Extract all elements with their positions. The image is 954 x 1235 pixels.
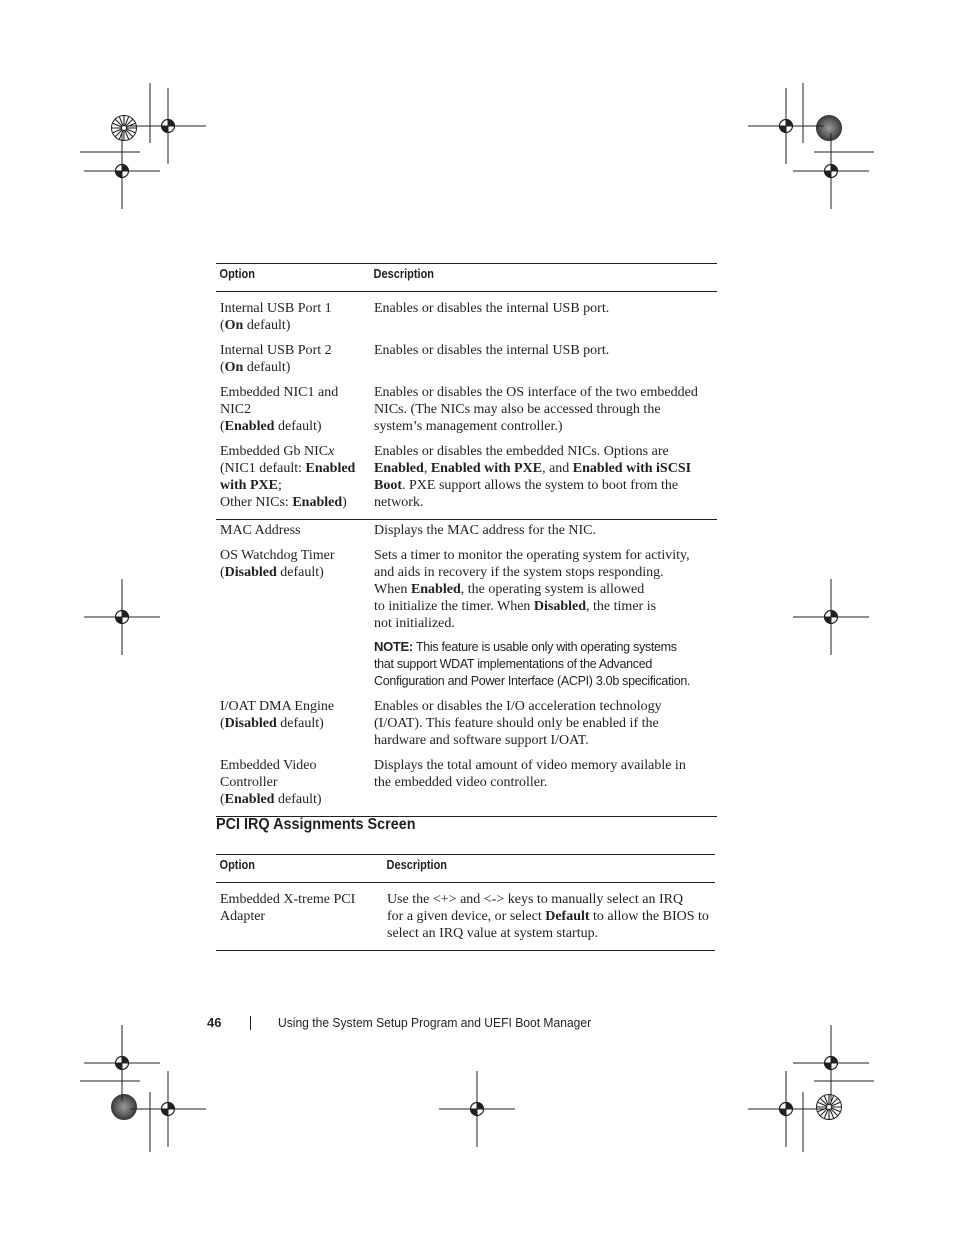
footer-chapter-title: Using the System Setup Program and UEFI Boot Manager: [278, 1015, 592, 1030]
footer-divider: [250, 1016, 251, 1030]
description-cell: Displays the MAC address for the NIC.: [370, 520, 717, 548]
option-cell: Embedded Video Controller (Enabled default): [220, 758, 322, 807]
description-cell: Displays the total amount of video memory available in the embedded video controller.: [374, 758, 686, 790]
description-cell: Sets a timer to monitor the operating system for activity, and aids in recovery if the system stops responding. When Enabled, the operating system is allowed to initialize the timer. When Disabled, the timer is not initialized. NOTE: This feature is usable only with operating systems that support WDAT implementations of the Advanced Configuration and Power Interface (ACPI) 3.0b specification.: [370, 547, 717, 698]
options-table: [216, 263, 717, 817]
table-row: [216, 883, 715, 951]
note-label: NOTE:: [374, 639, 413, 654]
pci-irq-table: [216, 854, 715, 951]
table-row: [216, 342, 717, 384]
table-row: [216, 520, 717, 548]
option-cell: Internal USB Port 2 (On default): [220, 343, 332, 375]
table-header-row: [216, 264, 717, 292]
page-number: 46: [207, 1015, 222, 1030]
description-cell: Enables or disables the OS interface of the two embedded NICs. (The NICs may also be accessed through the system’s management controller.): [374, 385, 698, 434]
option-cell: Internal USB Port 1 (On default): [220, 301, 332, 333]
table-row: [216, 292, 717, 343]
description-cell: Use the <+> and <-> keys to manually select an IRQ for a given device, or select Default to allow the BIOS to select an IRQ value at system startup.: [387, 892, 709, 941]
description-cell: Enables or disables the internal USB port.: [374, 301, 610, 316]
option-cell: OS Watchdog Timer (Disabled default): [220, 548, 335, 580]
description-column-header: Description: [373, 267, 435, 281]
table-header-row: [216, 855, 715, 883]
table-row: [216, 698, 717, 757]
option-cell: Embedded X-treme PCI Adapter: [220, 892, 356, 924]
option-cell: I/OAT DMA Engine (Disabled default): [220, 699, 335, 731]
option-cell: Embedded NIC1 and NIC2 (Enabled default): [220, 385, 339, 434]
option-column-header: Option: [219, 267, 255, 281]
description-column-header: Description: [386, 858, 448, 872]
table-row: [216, 443, 717, 520]
table-row: [216, 384, 717, 443]
option-column-header: Option: [219, 858, 255, 872]
note-block: NOTE: This feature is usable only with operating systems that support WDAT implementations of the Advanced Configuration and Power Interface (ACPI) 3.0b specification.: [374, 639, 691, 688]
table-row: [216, 547, 717, 698]
section-heading: PCI IRQ Assignments Screen: [216, 816, 416, 833]
description-cell: Enables or disables the I/O acceleration technology (I/OAT). This feature should only be enabled if the hardware and software support I/OAT.: [374, 699, 662, 748]
option-cell: MAC Address: [216, 520, 370, 548]
option-cell: Embedded Gb NICx (NIC1 default: Enabled with PXE; Other NICs: Enabled): [220, 444, 356, 510]
table-row: [216, 757, 717, 817]
description-cell: Enables or disables the internal USB port.: [374, 343, 610, 358]
description-cell: Enables or disables the embedded NICs. Options are Enabled, Enabled with PXE, and Enabled with iSCSI Boot. PXE support allows the system to boot from the network.: [374, 444, 692, 510]
